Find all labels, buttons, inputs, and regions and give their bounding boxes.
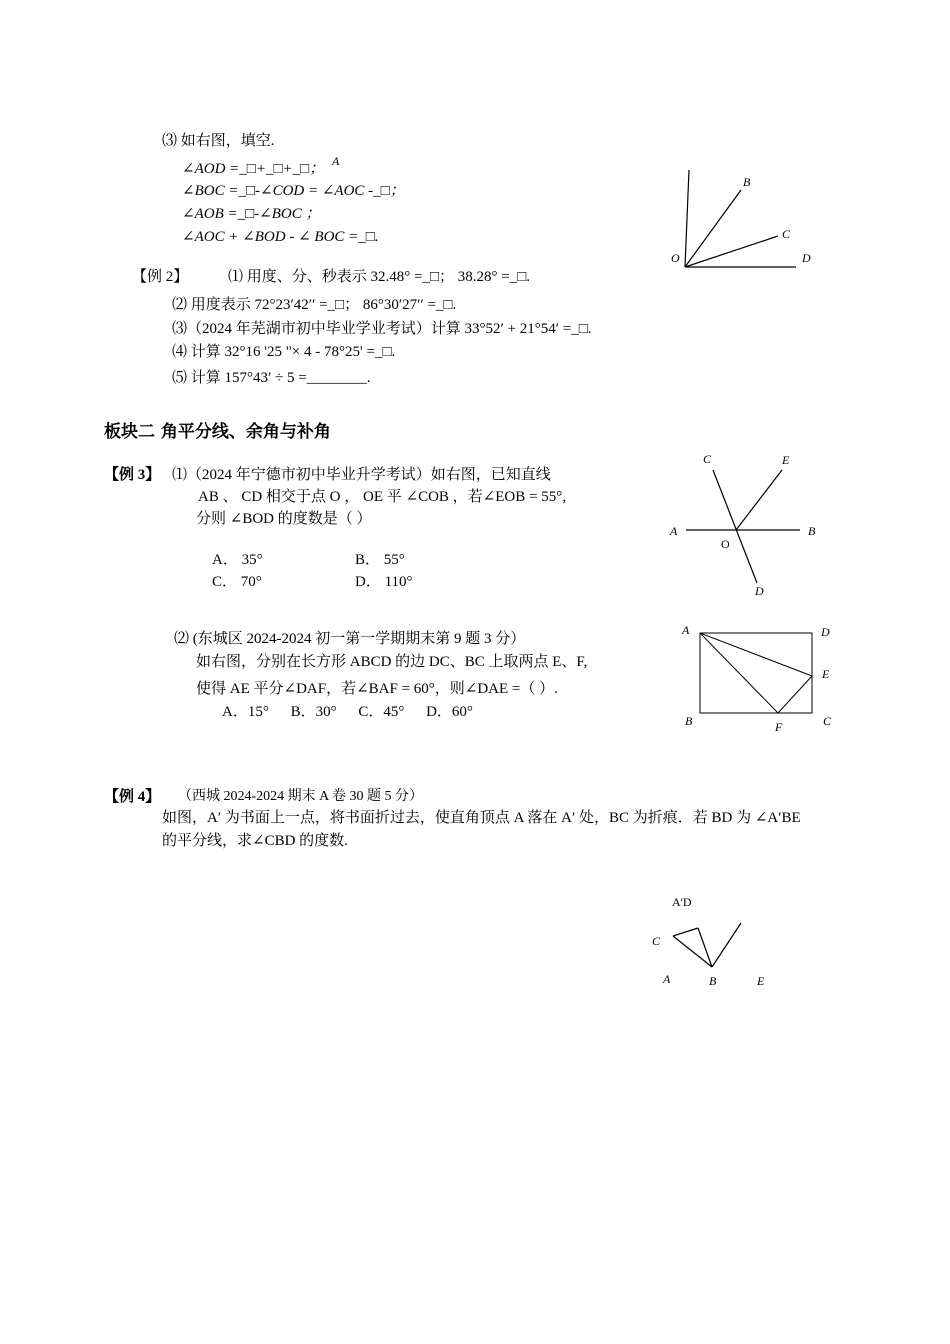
label-d: D (755, 584, 764, 598)
part3-line2: ∠BOC =_□-∠COD = ∠AOC -_□； (182, 183, 405, 199)
label-f: F (775, 720, 783, 734)
ex4-source: （西城 2024-2024 期末 A 卷 30 题 5 分） (178, 789, 423, 804)
part3-line1: ∠AOD =_□+_□+_□； (182, 161, 325, 177)
label-e: E (822, 667, 830, 681)
ex3-q2-line2: 如右图，分别在长方形 ABCD 的边 DC、BC 上取两点 E、F, (196, 654, 588, 670)
ex4-line1: 如图，A′ 为书面上一点，将书面折过去，使直角顶点 A 落在 A′ 处，BC 为折痕．若 BD 为 ∠A′BE (162, 810, 801, 826)
label-ad: A'D (672, 895, 692, 909)
segment-ca (673, 928, 698, 936)
ex3-option-c: C． 70° (212, 574, 262, 590)
label-b: B (709, 974, 717, 988)
label-c: C (652, 934, 661, 948)
label-d: D (821, 625, 830, 639)
ex3-q2-line1: ⑵ (东城区 2024-2024 初一第一学期期末第 9 题 3 分） (174, 631, 526, 647)
label-a: A (332, 154, 340, 168)
label-o: O (721, 537, 730, 551)
ex3-q2-line3: 使得 AE 平分∠DAF，若∠BAF = 60°，则∠DAE =（ ）. (196, 681, 558, 697)
label-a: A (670, 524, 678, 538)
ex3-tag: 【例 3】 (104, 467, 161, 483)
ex3-option-b: B． 55° (355, 552, 405, 568)
part3-line4: ∠AOC + ∠BOD - ∠ BOC =_□. (182, 229, 379, 245)
ray-bd (712, 923, 741, 967)
ex3-q1-line3: 分则 ∠BOD 的度数是（ ） (196, 511, 372, 527)
label-c: C (703, 452, 712, 466)
label-c: C (782, 227, 791, 241)
ex3-q1-line1: ⑴（2024 年宁德市初中毕业升学考试）如右图，已知直线 (172, 467, 551, 483)
label-b: B (743, 175, 751, 189)
label-e: E (757, 974, 765, 988)
label-o: O (671, 251, 680, 265)
label-b: B (808, 524, 816, 538)
part3-intro: ⑶ 如右图，填空. (162, 133, 275, 149)
label-a: A (663, 972, 671, 986)
ex4-line2: 的平分线，求∠CBD 的度数. (162, 833, 348, 849)
ex4-tag: 【例 4】 (104, 789, 161, 805)
label-d: D (802, 251, 811, 265)
ex2-p5: ⑸ 计算 157°43′ ÷ 5 =________. (172, 370, 371, 386)
ex2-p3: ⑶（2024 年芜湖市初中毕业学业考试）计算 33°52′ + 21°54′ =_□. (172, 321, 592, 337)
ex2-p1: ⑴ 用度、分、秒表示 32.48° =_□； 38.28° =_□. (228, 269, 531, 285)
ex2-p4: ⑷ 计算 32°16 '25 "× 4 - 78°25' =_□. (172, 344, 396, 360)
label-a: A (682, 623, 690, 637)
label-b: B (685, 714, 693, 728)
label-c: C (823, 714, 832, 728)
section-title: 板块二 角平分线、余角与补角 (104, 422, 331, 442)
ex2-tag: 【例 2】 (132, 269, 189, 285)
label-e: E (782, 453, 790, 467)
ex3-option-a: A． 35° (212, 552, 263, 568)
ex3-q1-line2: AB 、 CD 相交于点 O ， OE 平 ∠COB ，若∠EOB = 55°, (198, 489, 566, 505)
part3-line3: ∠AOB =_□-∠BOC ； (182, 206, 321, 222)
ex3-option-d: D． 110° (355, 574, 413, 590)
ex2-p2: ⑵ 用度表示 72°23′42′′ =_□； 86°30′27′′ =_□. (172, 297, 457, 313)
ex3-q2-options: A．15° B．30° C．45° D．60° (222, 704, 473, 720)
